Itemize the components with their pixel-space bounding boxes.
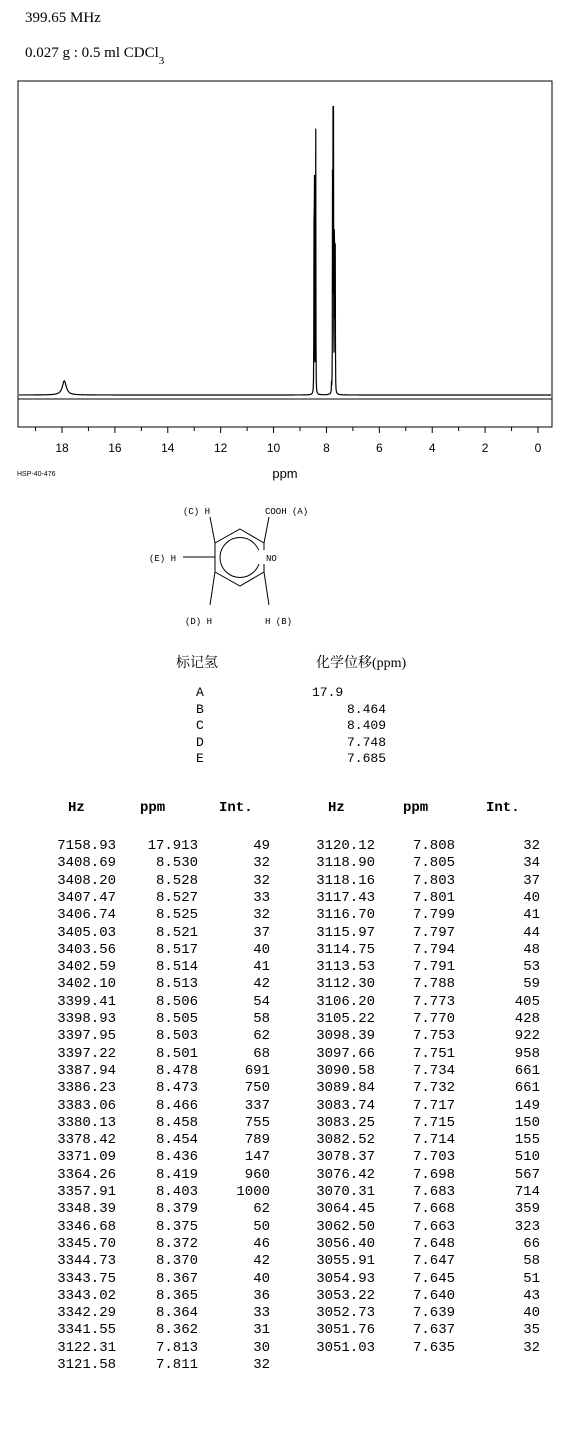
- peak-ppm: 7.668: [412, 1201, 455, 1218]
- label-cooh: COOH (A): [265, 507, 309, 517]
- peak-hz: 3344.73: [57, 1253, 116, 1270]
- peak-hz: 3098.39: [316, 1028, 375, 1045]
- assignment-label: A: [196, 685, 204, 700]
- bond-ch: [210, 517, 215, 543]
- peak-intensity: 37: [523, 872, 540, 889]
- x-tick-label: 18: [55, 441, 69, 455]
- peak-intensity: 789: [244, 1132, 270, 1149]
- peak-intensity: 960: [244, 1166, 270, 1183]
- peak-hz: 3051.76: [316, 1322, 375, 1339]
- label-no: NO: [266, 554, 277, 564]
- label-dh: (D) H: [185, 617, 213, 627]
- peak-hz: 3345.70: [57, 1235, 116, 1252]
- peak-intensity: 41: [523, 907, 540, 924]
- spectrum-line: [19, 106, 551, 395]
- peak-hz: 3114.75: [316, 941, 375, 958]
- peak-ppm: 8.517: [155, 941, 198, 958]
- assignment-label: D: [196, 734, 204, 750]
- peak-hz: 3078.37: [316, 1149, 375, 1166]
- peak-intensity: 714: [514, 1184, 540, 1200]
- peak-ppm: 7.801: [412, 889, 455, 906]
- assignment-label: E: [196, 751, 204, 766]
- peak-hz: 3357.91: [57, 1184, 116, 1200]
- peak-intensity: 149: [514, 1097, 540, 1114]
- peak-ppm: 7.639: [412, 1305, 455, 1322]
- peak-intensity: 43: [523, 1287, 540, 1304]
- assignment-shift: 7.748: [346, 734, 386, 750]
- peak-hz: 3341.55: [57, 1322, 116, 1339]
- peak-intensity: 691: [244, 1062, 270, 1079]
- peak-intensity: 958: [514, 1045, 540, 1062]
- bond-cooh: [264, 517, 269, 543]
- peak-hz: 3378.42: [57, 1132, 116, 1149]
- peak-ppm: 7.808: [412, 838, 455, 854]
- peak-ppm: 7.715: [412, 1114, 455, 1131]
- peak-ppm: 7.751: [412, 1045, 455, 1062]
- peak-ppm: 7.813: [155, 1339, 198, 1356]
- peak-hz: 3083.74: [316, 1097, 375, 1114]
- peak-hz: 3070.31: [316, 1184, 375, 1200]
- peak-intensity: 155: [514, 1132, 540, 1149]
- peak-ppm: 7.791: [412, 959, 455, 976]
- peak-hz: 3405.03: [57, 924, 116, 941]
- peak-intensity: 41: [253, 959, 270, 976]
- peak-hz: 3343.75: [57, 1270, 116, 1287]
- assignment-label: B: [196, 701, 204, 717]
- peak-ppm: 8.506: [155, 993, 198, 1010]
- peak-intensity: 42: [253, 976, 270, 993]
- peak-intensity: 30: [253, 1339, 270, 1356]
- peak-hz: 3402.10: [57, 976, 116, 993]
- peak-intensity: 323: [514, 1218, 540, 1235]
- peak-hz: 3117.43: [316, 889, 375, 906]
- peak-hz: 3386.23: [57, 1080, 116, 1097]
- peak-ppm: 8.501: [155, 1045, 198, 1062]
- bond-dh: [210, 572, 215, 605]
- peak-ppm: 7.797: [412, 924, 455, 941]
- peak-ppm: 17.913: [147, 838, 198, 854]
- peak-hz: 3076.42: [316, 1166, 375, 1183]
- peak-hz: 3122.31: [57, 1339, 116, 1356]
- peak-hz: 3062.50: [316, 1218, 375, 1235]
- peak-intensity: 34: [523, 855, 540, 872]
- bond-hb: [264, 572, 269, 605]
- peak-hz: 3383.06: [57, 1097, 116, 1114]
- peak-hz: 3387.94: [57, 1062, 116, 1079]
- peak-hz: 3398.93: [57, 1011, 116, 1027]
- peak-ppm: 8.514: [155, 959, 198, 976]
- peak-table-header: Int.: [486, 800, 520, 816]
- x-tick-label: 16: [108, 441, 122, 455]
- assignment-shift: 7.685: [346, 751, 386, 766]
- assignment-shift: 17.9: [312, 685, 344, 700]
- peak-ppm: 7.799: [412, 907, 455, 924]
- peak-intensity: 58: [523, 1253, 540, 1270]
- peak-intensity: 49: [253, 838, 270, 854]
- label-hb: H (B): [265, 617, 293, 627]
- peak-ppm: 8.454: [155, 1132, 198, 1149]
- peak-ppm: 8.513: [155, 976, 198, 993]
- peak-ppm: 8.505: [155, 1011, 198, 1027]
- peak-hz: 3118.90: [316, 855, 375, 872]
- peak-hz: 3120.12: [316, 838, 375, 854]
- peak-hz: 3407.47: [57, 889, 116, 906]
- peak-ppm: 8.364: [155, 1305, 198, 1322]
- peak-ppm: 7.703: [412, 1149, 455, 1166]
- peak-ppm: 7.805: [412, 855, 455, 872]
- peak-ppm: 8.375: [155, 1218, 198, 1235]
- spectrum-code: HSP-40-476: [17, 471, 56, 478]
- peak-intensity: 32: [523, 838, 540, 854]
- assignment-header-shift: 化学位移(ppm): [316, 656, 407, 671]
- peak-ppm: 7.732: [412, 1080, 455, 1097]
- peak-intensity: 48: [523, 941, 540, 958]
- peak-ppm: 8.436: [155, 1149, 198, 1166]
- peak-hz: 3082.52: [316, 1132, 375, 1149]
- x-tick-label: 8: [323, 441, 330, 455]
- peak-intensity: 32: [253, 872, 270, 889]
- x-tick-label: 14: [161, 441, 175, 455]
- peak-ppm: 8.367: [155, 1270, 198, 1287]
- peak-hz: 3402.59: [57, 959, 116, 976]
- peak-ppm: 7.753: [412, 1028, 455, 1045]
- peak-ppm: 7.734: [412, 1062, 455, 1079]
- x-tick-label: 2: [481, 441, 489, 455]
- peak-hz: 3121.58: [57, 1357, 116, 1373]
- peak-table-header: Hz: [68, 800, 85, 816]
- peak-intensity: 405: [514, 993, 540, 1010]
- peak-ppm: 7.683: [412, 1184, 455, 1200]
- peak-intensity: 922: [514, 1028, 540, 1045]
- peak-hz: 3113.53: [316, 959, 375, 976]
- assignment-shift: 8.464: [346, 701, 386, 717]
- peak-intensity: 62: [253, 1201, 270, 1218]
- peak-hz: 3105.22: [316, 1011, 375, 1027]
- peak-table-header: ppm: [403, 800, 429, 816]
- peak-intensity: 66: [523, 1235, 540, 1252]
- peak-table-header: ppm: [140, 800, 166, 816]
- peak-ppm: 8.370: [155, 1253, 198, 1270]
- peak-intensity: 62: [253, 1028, 270, 1045]
- peak-ppm: 8.525: [155, 907, 198, 924]
- peak-table-header: Int.: [219, 800, 253, 816]
- peak-intensity: 359: [514, 1201, 540, 1218]
- peak-intensity: 428: [514, 1011, 540, 1027]
- peak-ppm: 8.530: [155, 855, 198, 872]
- peak-hz: 3397.22: [57, 1045, 116, 1062]
- peak-hz: 3343.02: [57, 1287, 116, 1304]
- peak-hz: 3364.26: [57, 1166, 116, 1183]
- peak-intensity: 150: [514, 1114, 540, 1131]
- assignment-shift: 8.409: [346, 718, 386, 733]
- peak-intensity: 32: [253, 855, 270, 872]
- peak-intensity: 35: [523, 1322, 540, 1339]
- peak-intensity: 661: [514, 1080, 540, 1097]
- assignment-label: C: [196, 718, 204, 733]
- peak-intensity: 567: [514, 1166, 540, 1183]
- peak-intensity: 59: [523, 976, 540, 993]
- peak-ppm: 7.640: [412, 1287, 455, 1304]
- peak-ppm: 7.770: [412, 1011, 455, 1027]
- peak-hz: 3053.22: [316, 1287, 375, 1304]
- peak-intensity: 33: [253, 1305, 270, 1322]
- x-tick-label: 4: [428, 441, 436, 455]
- peak-hz: 3056.40: [316, 1235, 375, 1252]
- peak-intensity: 53: [523, 959, 540, 976]
- peak-ppm: 8.419: [155, 1166, 198, 1183]
- peak-hz: 3054.93: [316, 1270, 375, 1287]
- peak-ppm: 8.466: [155, 1097, 198, 1114]
- peak-hz: 3371.09: [57, 1149, 116, 1166]
- peak-hz: 3380.13: [57, 1114, 116, 1131]
- peak-hz: 3106.20: [316, 993, 375, 1010]
- peak-hz: 7158.93: [57, 838, 116, 854]
- peak-hz: 3346.68: [57, 1218, 116, 1235]
- peak-intensity: 46: [253, 1235, 270, 1252]
- peak-intensity: 661: [514, 1062, 540, 1079]
- peak-hz: 3097.66: [316, 1045, 375, 1062]
- peak-intensity: 42: [253, 1253, 270, 1270]
- peak-hz: 3118.16: [316, 872, 375, 889]
- peak-hz: 3055.91: [316, 1253, 375, 1270]
- label-eh: (E) H: [149, 554, 177, 564]
- x-axis-label: ppm: [272, 466, 298, 481]
- peak-intensity: 50: [253, 1218, 270, 1235]
- x-axis-tick-labels: [55, 441, 541, 455]
- peak-intensity: 147: [244, 1149, 270, 1166]
- peak-ppm: 7.717: [412, 1097, 455, 1114]
- peak-intensity: 51: [523, 1270, 540, 1287]
- peak-intensity: 32: [253, 1357, 270, 1373]
- peak-hz: 3399.41: [57, 993, 116, 1010]
- x-tick-label: 12: [213, 441, 228, 455]
- plot-frame: [18, 81, 552, 427]
- assignment-header-label: 标记氢: [176, 656, 218, 671]
- peak-intensity: 68: [253, 1045, 270, 1062]
- peak-hz: 3397.95: [57, 1028, 116, 1045]
- peak-intensity: 750: [244, 1080, 270, 1097]
- sample-concentration-text: 0.027 g : 0.5 ml CDCl: [25, 45, 159, 61]
- peak-intensity: 40: [523, 1305, 540, 1322]
- peak-ppm: 8.521: [155, 924, 198, 941]
- peak-intensity: 33: [253, 889, 270, 906]
- peak-ppm: 7.788: [412, 976, 455, 993]
- peak-ppm: 8.527: [155, 889, 198, 906]
- peak-ppm: 8.528: [155, 872, 198, 889]
- peak-intensity: 32: [523, 1339, 540, 1356]
- peak-intensity: 37: [253, 924, 270, 941]
- peak-ppm: 8.403: [155, 1184, 198, 1200]
- peak-hz: 3116.70: [316, 907, 375, 924]
- molecule-structure: [135, 500, 335, 640]
- peak-ppm: 7.773: [412, 993, 455, 1010]
- peak-intensity: 44: [523, 924, 540, 941]
- peak-ppm: 7.648: [412, 1235, 455, 1252]
- peak-hz: 3408.20: [57, 872, 116, 889]
- peak-intensity: 54: [253, 993, 270, 1010]
- peak-intensity: 40: [523, 889, 540, 906]
- peak-hz: 3052.73: [316, 1305, 375, 1322]
- peak-ppm: 7.645: [412, 1270, 455, 1287]
- peak-ppm: 8.478: [155, 1062, 198, 1079]
- sample-subscript: 3: [158, 55, 165, 67]
- peak-intensity: 510: [514, 1149, 540, 1166]
- peak-hz: 3342.29: [57, 1305, 116, 1322]
- x-tick-label: 6: [375, 441, 383, 455]
- peak-intensity: 755: [244, 1114, 270, 1131]
- peak-hz: 3406.74: [57, 907, 116, 924]
- nmr-spectrum-chart: [0, 0, 570, 520]
- peak-ppm: 8.365: [155, 1287, 198, 1304]
- peak-intensity: 31: [253, 1322, 270, 1339]
- peak-table-header: Hz: [328, 800, 345, 816]
- peak-ppm: 8.362: [155, 1322, 198, 1339]
- peak-hz: 3403.56: [57, 941, 116, 958]
- peak-ppm: 7.647: [412, 1253, 455, 1270]
- peak-intensity: 40: [253, 941, 270, 958]
- peak-hz: 3083.25: [316, 1114, 375, 1131]
- peak-ppm: 8.458: [155, 1114, 198, 1131]
- peak-ppm: 7.663: [412, 1218, 455, 1235]
- peak-hz: 3089.84: [316, 1080, 375, 1097]
- peak-hz: 3090.58: [316, 1062, 375, 1079]
- peak-ppm: 8.379: [155, 1201, 198, 1218]
- peak-intensity: 58: [253, 1011, 270, 1027]
- peak-hz: 3051.03: [316, 1339, 375, 1356]
- spectrometer-frequency: 399.65 MHz: [25, 10, 101, 26]
- peak-ppm: 8.503: [155, 1028, 198, 1045]
- peak-hz: 3115.97: [316, 924, 375, 941]
- peak-ppm: 7.635: [412, 1339, 455, 1356]
- peak-hz: 3408.69: [57, 855, 116, 872]
- peak-hz: 3112.30: [316, 976, 375, 993]
- label-ch: (C) H: [183, 507, 211, 517]
- peak-intensity: 1000: [236, 1184, 270, 1200]
- peak-ppm: 7.714: [412, 1132, 455, 1149]
- peak-intensity: 40: [253, 1270, 270, 1287]
- peak-ppm: 7.811: [155, 1357, 198, 1373]
- peak-hz: 3064.45: [316, 1201, 375, 1218]
- peak-intensity: 32: [253, 907, 270, 924]
- peak-intensity: 337: [244, 1097, 270, 1114]
- peak-ppm: 7.698: [412, 1166, 455, 1183]
- peak-intensity: 36: [253, 1287, 270, 1304]
- x-axis-ticks: [36, 427, 538, 433]
- x-tick-label: 0: [534, 441, 542, 455]
- peak-ppm: 8.473: [155, 1080, 198, 1097]
- aromatic-circle: [220, 538, 260, 578]
- peak-ppm: 7.637: [412, 1322, 455, 1339]
- peak-hz: 3348.39: [57, 1201, 116, 1218]
- x-tick-label: 10: [266, 441, 281, 455]
- peak-ppm: 7.794: [412, 941, 455, 958]
- peak-ppm: 7.803: [412, 872, 455, 889]
- peak-ppm: 8.372: [155, 1235, 198, 1252]
